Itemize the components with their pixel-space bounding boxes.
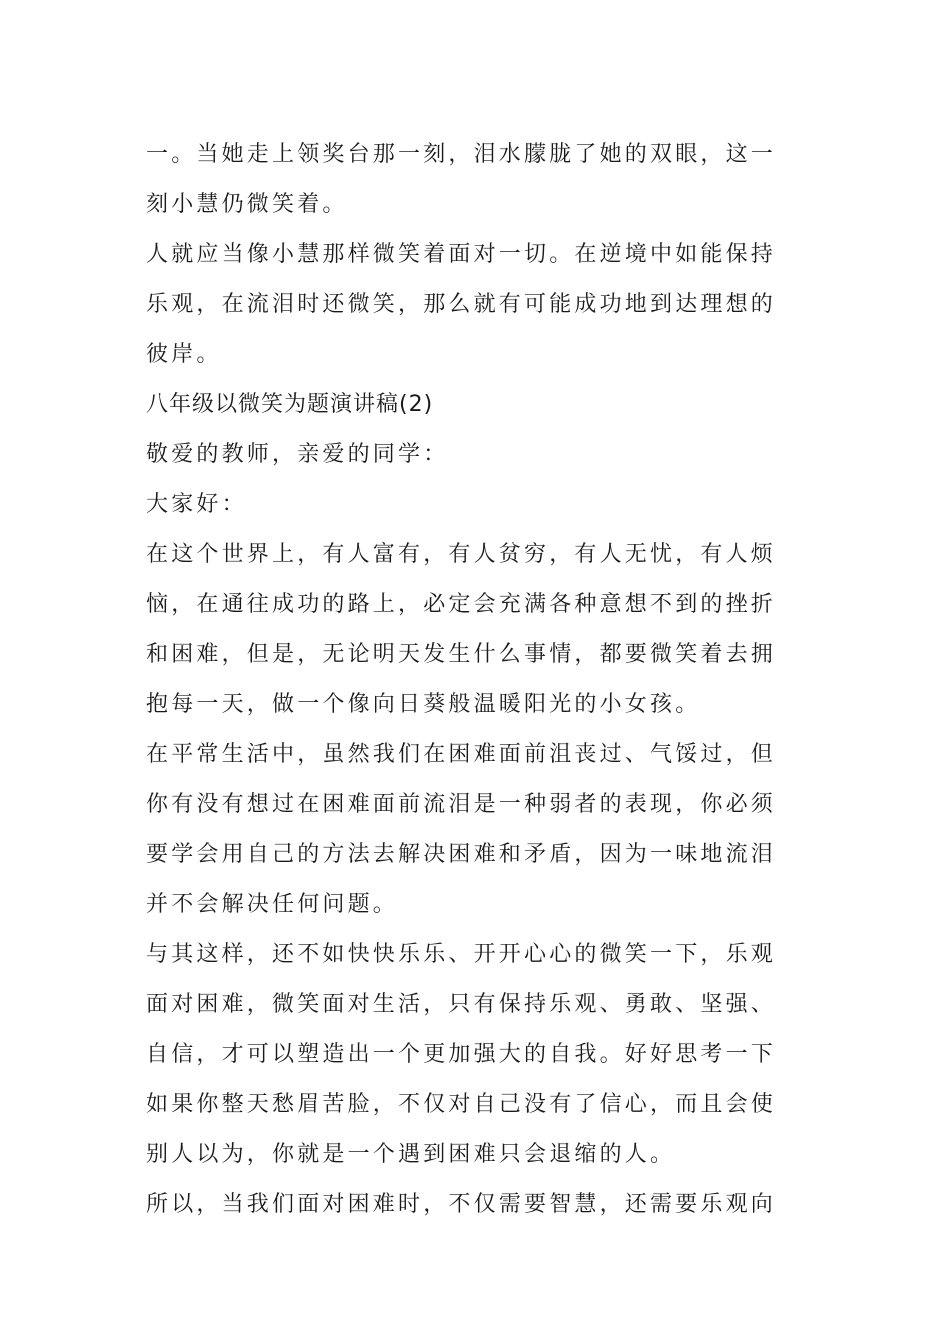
text-line: 和困难，但是，无论明天发生什么事情，都要微笑着去拥 xyxy=(146,642,777,667)
section-heading: 八年级以微笑为题演讲稿(2) xyxy=(146,392,434,417)
text-line: 刻小慧仍微笑着。 xyxy=(146,192,348,217)
document-body xyxy=(146,130,806,1230)
text-line: 要学会用自己的方法去解决困难和矛盾，因为一味地流泪 xyxy=(146,842,777,867)
text-line: 在这个世界上，有人富有，有人贫穷，有人无忧，有人烦 xyxy=(146,542,777,567)
text-line: 一。当她走上领奖台那一刻，泪水朦胧了她的双眼，这一 xyxy=(146,142,777,167)
salutation-line: 敬爱的教师，亲爱的同学： xyxy=(146,442,449,467)
text-line: 你有没有想过在困难面前流泪是一种弱者的表现，你必须 xyxy=(146,792,777,817)
text-line: 乐观，在流泪时还微笑，那么就有可能成功地到达理想的 xyxy=(146,292,777,317)
text-line: 抱每一天，做一个像向日葵般温暖阳光的小女孩。 xyxy=(146,692,701,717)
text-line: 彼岸。 xyxy=(146,342,222,367)
text-line: 与其这样，还不如快快乐乐、开开心心的微笑一下，乐观 xyxy=(146,942,777,967)
greeting-line: 大家好： xyxy=(146,492,247,517)
text-line: 别人以为，你就是一个遇到困难只会退缩的人。 xyxy=(146,1142,676,1167)
text-line: 所以，当我们面对困难时，不仅需要智慧，还需要乐观向 xyxy=(146,1192,777,1217)
text-line: 在平常生活中，虽然我们在困难面前沮丧过、气馁过，但 xyxy=(146,742,777,767)
text-line: 自信，才可以塑造出一个更加强大的自我。好好思考一下 xyxy=(146,1042,777,1067)
text-line: 面对困难，微笑面对生活，只有保持乐观、勇敢、坚强、 xyxy=(146,992,777,1017)
text-line: 如果你整天愁眉苦脸，不仅对自己没有了信心，而且会使 xyxy=(146,1092,777,1117)
text-line: 并不会解决任何问题。 xyxy=(146,892,399,917)
text-line: 恼，在通往成功的路上，必定会充满各种意想不到的挫折 xyxy=(146,592,777,617)
text-line: 人就应当像小慧那样微笑着面对一切。在逆境中如能保持 xyxy=(146,242,777,267)
